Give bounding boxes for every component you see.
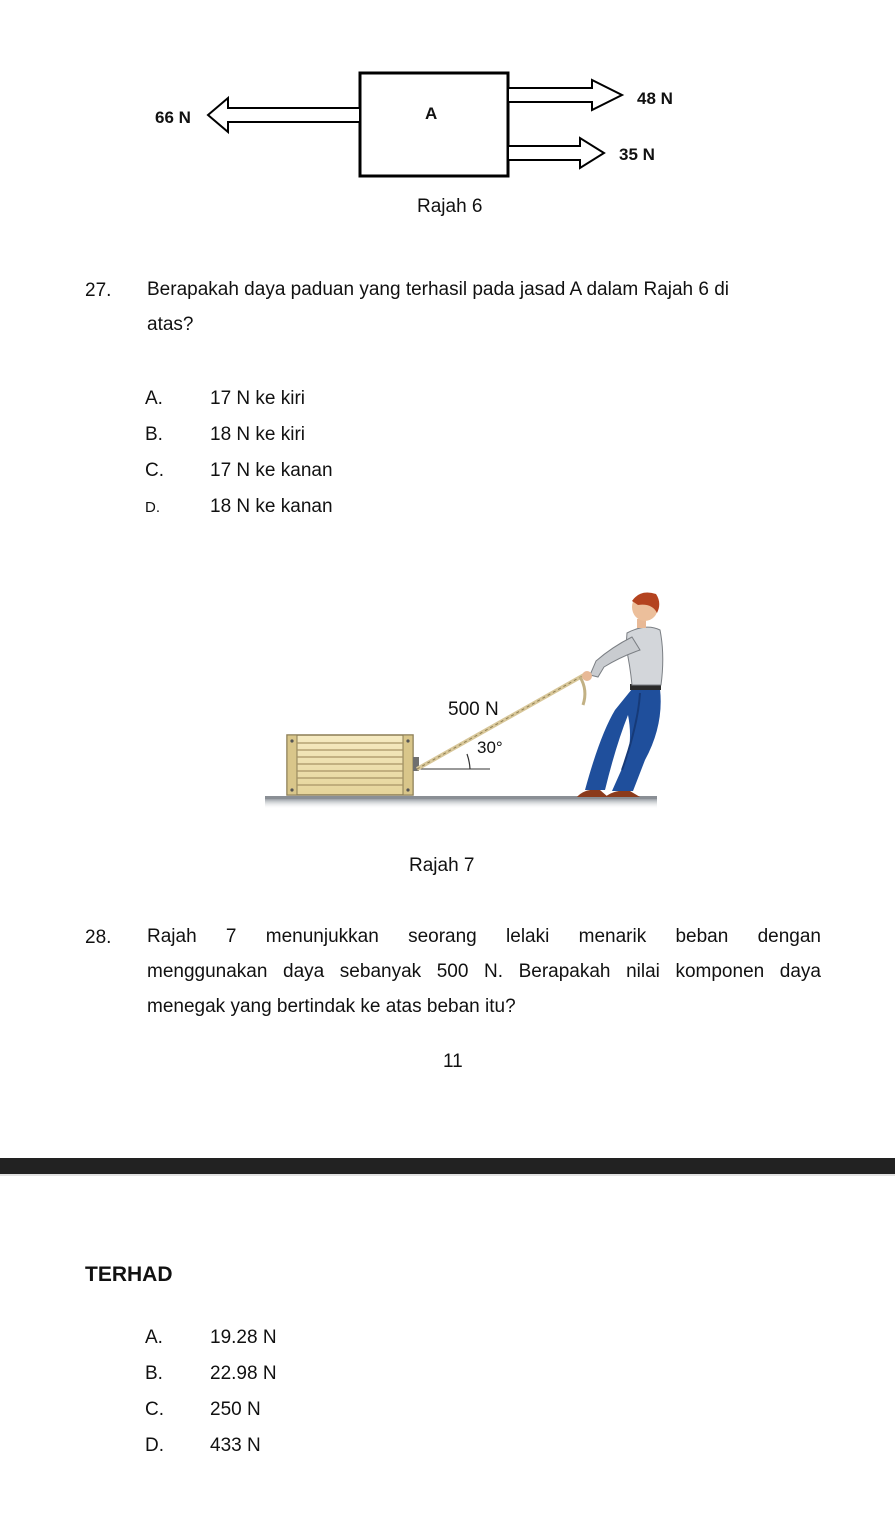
q27-option-c-letter: C. <box>145 460 164 481</box>
q28-option-c-letter: C. <box>145 1399 164 1420</box>
q27-option-d-letter: D. <box>145 499 160 516</box>
question28-number: 28. <box>85 927 112 948</box>
q27-option-b-letter: B. <box>145 424 163 445</box>
force-arrow-right-top <box>508 80 622 110</box>
question27-text-line1: Berapakah daya paduan yang terhasil pada jasad A dalam Rajah 6 di <box>147 279 730 300</box>
q27-option-b-text: 18 N ke kiri <box>210 424 306 445</box>
page-divider <box>0 1158 895 1174</box>
classification-label: TERHAD <box>85 1263 173 1286</box>
ground-shadow <box>265 799 657 809</box>
q28-option-d-text: 433 N <box>210 1435 261 1456</box>
q27-option-d-text: 18 N ke kanan <box>210 496 333 517</box>
q28-option-b-letter: B. <box>145 1363 163 1384</box>
q28-option-d-letter: D. <box>145 1435 164 1456</box>
q28-option-a-text: 19.28 N <box>210 1327 277 1348</box>
force-label-right-bottom: 35 N <box>619 145 655 164</box>
crate <box>287 735 419 795</box>
man-pulling <box>577 593 663 797</box>
angle-label: 30° <box>477 738 503 757</box>
question28-text-line3: menegak yang bertindak ke atas beban itu? <box>147 996 516 1017</box>
force-label-right-top: 48 N <box>637 89 673 108</box>
force-arrow-left <box>208 98 360 132</box>
figure7-caption: Rajah 7 <box>409 855 475 876</box>
question27-text-line2: atas? <box>147 314 194 335</box>
q28-option-c-text: 250 N <box>210 1399 261 1420</box>
body-a-label: A <box>425 104 438 123</box>
rope-end <box>580 677 585 705</box>
q27-option-c-text: 17 N ke kanan <box>210 460 333 481</box>
force-label-left: 66 N <box>155 108 191 127</box>
q27-option-a-letter: A. <box>145 388 163 409</box>
question28-text <box>147 919 821 1024</box>
q28-option-b-text: 22.98 N <box>210 1363 277 1384</box>
page-number: 11 <box>443 1051 463 1072</box>
pull-force-label: 500 N <box>448 699 499 720</box>
page-divider-shadow <box>0 1174 895 1176</box>
body-a-box <box>360 73 508 176</box>
question27-text <box>147 272 792 342</box>
q28-option-a-letter: A. <box>145 1327 163 1348</box>
figure6-caption: Rajah 6 <box>417 196 483 217</box>
question27-number: 27. <box>85 280 112 301</box>
question28-text-line1: Rajah 7 menunjukkan seorang lelaki menarik beban dengan <box>147 926 821 947</box>
q27-option-a-text: 17 N ke kiri <box>210 388 306 409</box>
force-arrow-right-bottom <box>508 138 604 168</box>
question28-text-line2: menggunakan daya sebanyak 500 N. Berapakah nilai komponen daya <box>147 961 821 982</box>
angle-arc <box>467 754 470 769</box>
